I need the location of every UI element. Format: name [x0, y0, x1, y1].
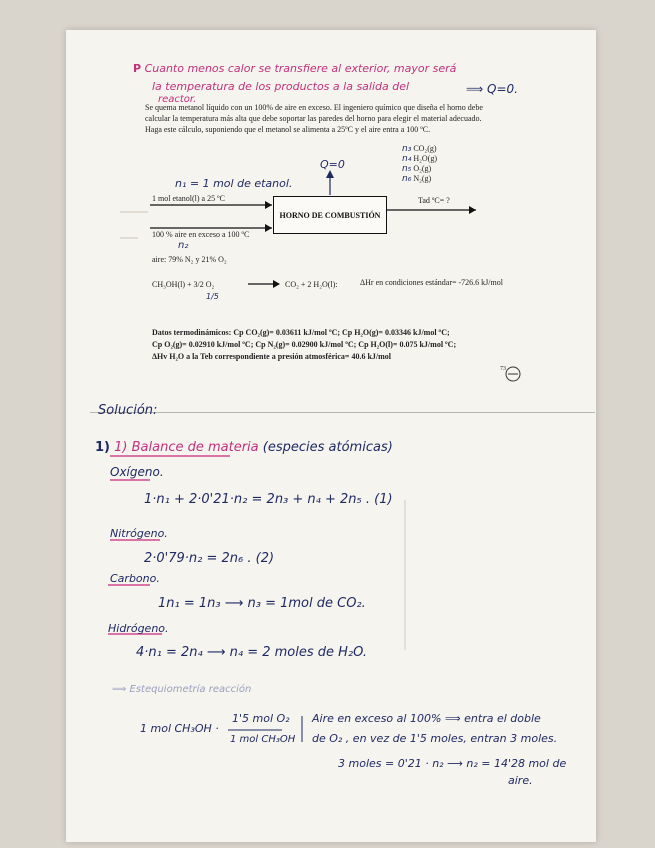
- feed-methanol: 1 mol etanol(l) a 25 ºC: [152, 194, 225, 203]
- thermo-line-2: Cp O₂(g)= 0.02910 kJ/mol ºC; Cp N₂(g)= 0.02900 kJ/mol ºC; Cp H₂O(l)= 0.075 kJ/mol ºC;: [152, 340, 457, 349]
- problem-line-1: Se quema metanol líquido con un 100% de aire en exceso. El ingeniero químico que diseña el horno debe: [145, 103, 483, 112]
- thermo-line-1: Datos termodinámicos: Cp CO₂(g)= 0.03611 kJ/mol ºC; Cp H₂O(g)= 0.03346 kJ/mol ºC;: [152, 328, 450, 337]
- problem-line-2: calcular la temperatura más alta que debe soportar las paredes del horno para elegir el material adecuado.: [145, 114, 482, 123]
- handwritten-q: Q=0: [320, 158, 345, 171]
- oxygen-equation: 1·n₁ + 2·0'21·n₂ = 2n₃ + n₄ + 2n₅ . (1): [144, 492, 393, 507]
- handwritten-n2: n₂: [178, 240, 189, 251]
- nitrogen-label: Nitrógeno.: [110, 527, 168, 540]
- stoich-denominator: 1 mol CH₃OH: [230, 734, 296, 745]
- feed-air: 100 % aire en exceso a 100 ºC: [152, 230, 250, 239]
- reaction-lhs: CH₃OH(l) + 3/2 O₂: [152, 280, 215, 289]
- final-equation: 3 moles = 0'21 · n₂ ⟶ n₂ = 14'28 mol de: [338, 757, 567, 770]
- page-number: 73: [500, 366, 506, 372]
- reaction-note: 1/5: [206, 292, 219, 301]
- carbon-label: Carbono.: [110, 572, 160, 585]
- air-note-1: Aire en exceso al 100% ⟹ entra el doble: [312, 712, 541, 725]
- section-divider: [90, 412, 595, 413]
- section-1-heading: 1) 1) Balance de materia (especies atómicas): [95, 440, 393, 455]
- reaction-enthalpy: ΔHr en condiciones estándar= -726.6 kJ/mol: [360, 278, 503, 287]
- stoich-numerator: 1'5 mol O₂: [232, 712, 290, 725]
- stoich-lhs: 1 mol CH₃OH ·: [140, 722, 219, 735]
- furnace-box: HORNO DE COMBUSTIÓN: [273, 196, 387, 234]
- final-equation-2: aire.: [508, 774, 533, 787]
- header-line-3: reactor.: [158, 94, 197, 105]
- product-list: n₃ CO₂(g) n₄ H₂O(g) n₅ O₂(g) n₆ N₂(g): [402, 144, 437, 184]
- solution-title: Solución:: [98, 403, 158, 418]
- header-line-2: la temperatura de los productos a la salida del: [152, 80, 410, 93]
- header-conclusion: ⟹ Q=0.: [466, 82, 518, 96]
- handwritten-n1: n₁ = 1 mol de etanol.: [175, 177, 293, 190]
- outlet-temp: Tad ºC= ?: [418, 196, 450, 205]
- reaction-rhs: CO₂ + 2 H₂O(l):: [285, 280, 338, 289]
- problem-line-3: Haga este cálculo, suponiendo que el metanol se alimenta a 25ºC y el aire entra a 100 ºC.: [145, 125, 431, 134]
- carbon-equation: 1n₁ = 1n₃ ⟶ n₃ = 1mol de CO₂.: [158, 596, 366, 611]
- air-composition: aire: 79% N₂ y 21% O₂: [152, 255, 227, 264]
- stoichiometry-label: ⟹ Estequiometría reacción: [112, 684, 252, 695]
- hydrogen-equation: 4·n₁ = 2n₄ ⟶ n₄ = 2 moles de H₂O.: [136, 645, 367, 660]
- air-note-2: de O₂ , en vez de 1'5 moles, entran 3 moles.: [312, 732, 558, 745]
- thermo-line-3: ΔHv H₂O a la Teb correspondiente a presión atmosférica= 40.6 kJ/mol: [152, 352, 392, 361]
- header-line-1: P Cuanto menos calor se transfiere al exterior, mayor será: [133, 62, 457, 75]
- hydrogen-label: Hidrógeno.: [108, 622, 169, 635]
- oxygen-label: Oxígeno.: [110, 465, 164, 479]
- nitrogen-equation: 2·0'79·n₂ = 2n₆ . (2): [144, 551, 275, 566]
